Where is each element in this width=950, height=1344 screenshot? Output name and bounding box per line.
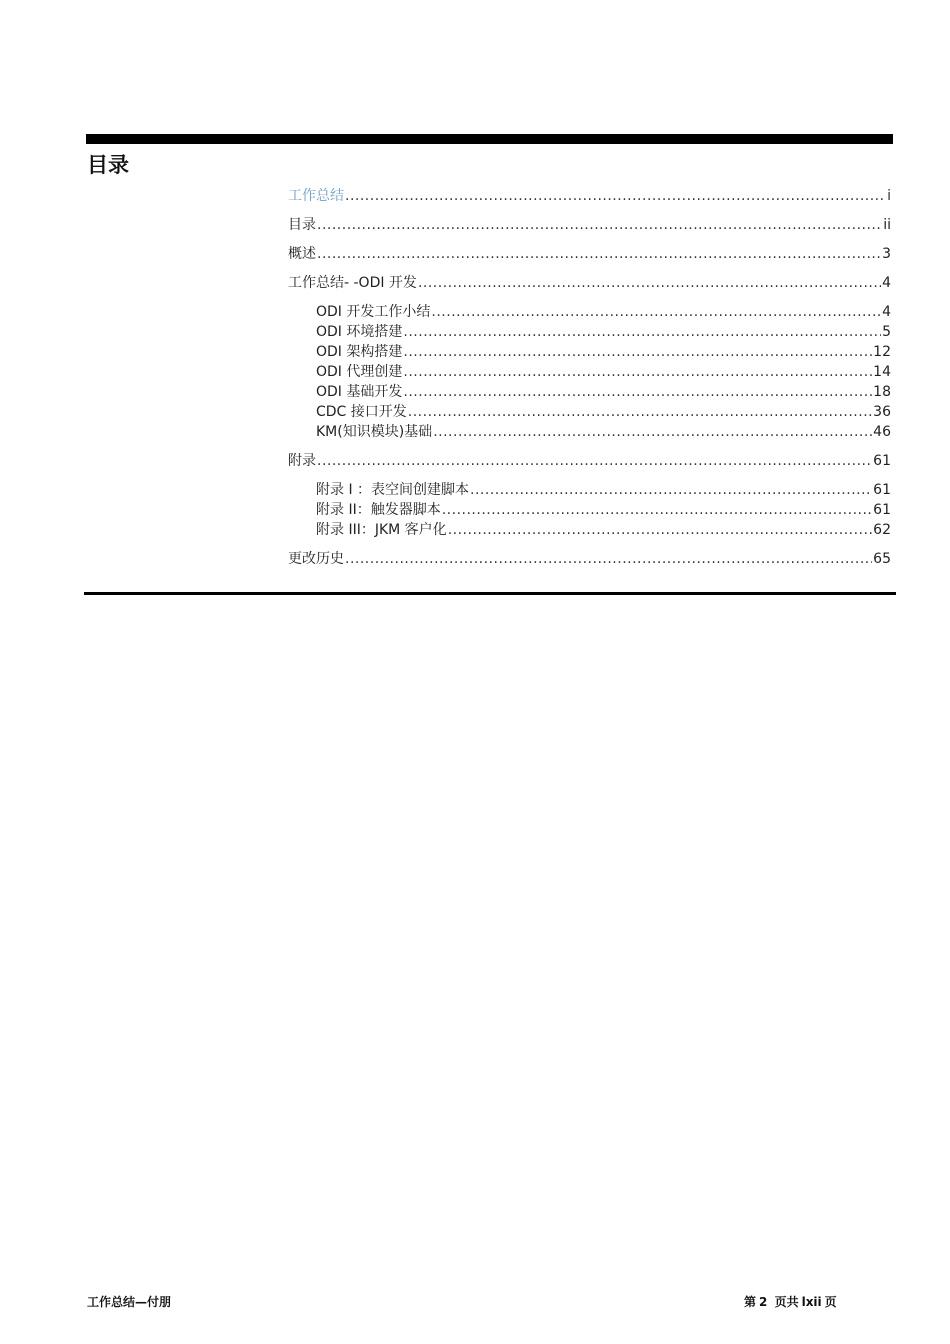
toc-entry-page: 12 [873,344,891,360]
toc-entry-title: 附录 III：JKM 客户化 [316,522,447,538]
toc-entry-title: ODI 基础开发 [316,384,403,400]
toc-entry-title: CDC 接口开发 [316,404,407,420]
toc-entry-page: 65 [873,551,891,567]
toc-entry[interactable] [288,215,891,235]
toc-entry-title: 工作总结- -ODI 开发 [288,275,417,291]
toc-entry[interactable] [288,244,891,264]
footer-document-title: 工作总结—付朋 [87,1295,172,1309]
toc-entry-page: 18 [873,384,891,400]
bottom-rule [84,592,896,595]
toc-entry[interactable] [288,322,891,342]
toc-entry[interactable] [288,302,891,322]
toc-entry-page: ii [883,217,891,233]
toc-entry-page: 3 [882,246,891,262]
toc-entry-page: 36 [873,404,891,420]
toc-entry[interactable] [288,273,891,293]
toc-dot-leader [317,244,881,264]
toc-entry-title: ODI 代理创建 [316,364,403,380]
toc-dot-leader [403,342,872,362]
toc-entry-title: ODI 架构搭建 [316,344,403,360]
toc-entry-page: 46 [873,424,891,440]
toc-entry-title: 概述 [288,246,316,262]
toc-entry[interactable] [288,422,891,442]
toc-entry-page: 61 [873,453,891,469]
toc-dot-leader [408,402,872,422]
toc-entry[interactable] [288,382,891,402]
toc-entry[interactable] [288,451,891,471]
toc-entry-page: 4 [882,304,891,320]
toc-dot-leader [317,451,872,471]
footer-page-middle: 页共 [774,1295,799,1309]
toc-entry-title: 工作总结 [288,188,344,204]
toc-dot-leader [448,520,872,540]
footer-page-prefix: 第 [744,1295,757,1309]
toc-dot-leader [403,382,872,402]
table-of-contents [288,186,891,569]
toc-entry[interactable] [288,342,891,362]
toc-dot-leader [403,362,872,382]
toc-entry[interactable] [288,520,891,540]
toc-entry-page: 14 [873,364,891,380]
footer-page-suffix: 页 [824,1295,837,1309]
toc-dot-leader [403,322,881,342]
toc-dot-leader [442,500,872,520]
toc-entry-title: ODI 环境搭建 [316,324,403,340]
footer-page-total: lxii [801,1295,822,1309]
footer-page-current: 2 [759,1295,768,1309]
toc-entry-page: 61 [873,502,891,518]
toc-entry[interactable] [288,480,891,500]
toc-entry-title: 更改历史 [288,551,344,567]
toc-entry[interactable] [288,402,891,422]
top-rule [86,134,893,144]
toc-entry-page: 62 [873,522,891,538]
toc-entry-page: 4 [882,275,891,291]
toc-dot-leader [317,215,882,235]
toc-entry[interactable] [288,362,891,382]
toc-entry-title: KM(知识模块)基础 [316,424,433,440]
toc-entry-title: ODI 开发工作小结 [316,304,431,320]
toc-heading: 目录 [87,153,129,177]
toc-dot-leader [418,273,881,293]
toc-entry[interactable] [288,500,891,520]
toc-entry-title: 附录 [288,453,316,469]
toc-entry-title: 附录 I ：表空间创建脚本 [316,482,470,498]
toc-entry-page: 61 [873,482,891,498]
toc-entry-page: i [887,188,891,204]
toc-entry-title: 附录 II：触发器脚本 [316,502,441,518]
toc-entry[interactable] [288,549,891,569]
toc-entry[interactable] [288,186,891,206]
toc-dot-leader [470,480,872,500]
toc-entry-page: 5 [882,324,891,340]
footer-page-number [744,1293,840,1310]
toc-dot-leader [431,302,881,322]
toc-dot-leader [345,186,886,206]
toc-entry-title: 目录 [288,217,316,233]
toc-dot-leader [433,422,872,442]
toc-dot-leader [345,549,872,569]
